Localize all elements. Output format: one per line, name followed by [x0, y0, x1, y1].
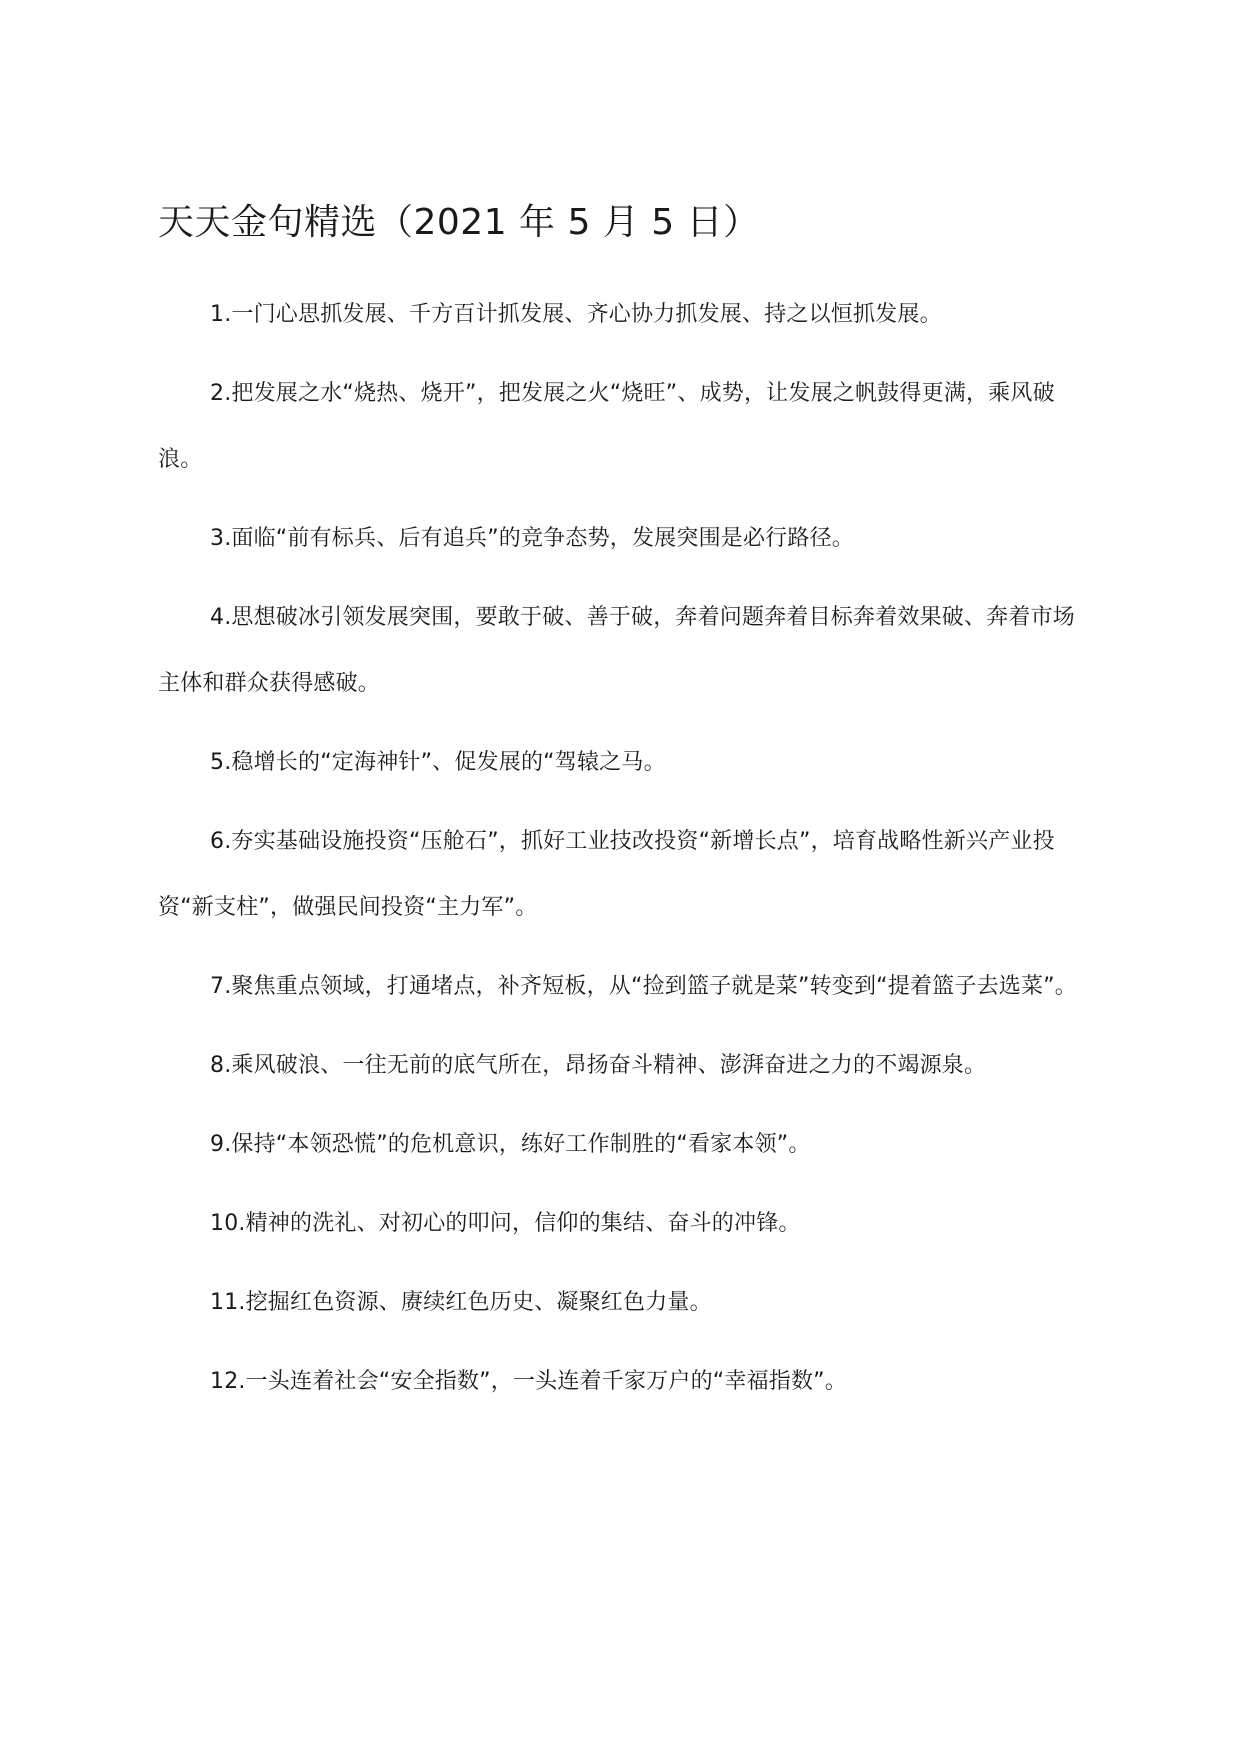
- quote-item-3: 3.面临“前有标兵、后有追兵”的竞争态势，发展突围是必行路径。: [210, 526, 854, 551]
- quote-item-12: 12.一头连着社会“安全指数”，一头连着千家万户的“幸福指数”。: [210, 1369, 847, 1394]
- quote-item-4: 4.思想破冰引领发展突围，要敢于破、善于破，奔着问题奔着目标奔着效果破、奔着市场主体和群众获得感破。: [158, 605, 1075, 696]
- quote-item-8: 8.乘风破浪、一往无前的底气所在，昂扬奋斗精神、澎湃奋进之力的不竭源泉。: [210, 1053, 987, 1078]
- quote-item-11: 11.挖掘红色资源、赓续红色历史、凝聚红色力量。: [210, 1290, 712, 1315]
- quote-item-6: 6.夯实基础设施投资“压舱石”，抓好工业技改投资“新增长点”，培育战略性新兴产业投资“新支柱”，做强民间投资“主力军”。: [158, 829, 1055, 920]
- quote-item-10: 10.精神的洗礼、对初心的叩问，信仰的集结、奋斗的冲锋。: [210, 1211, 801, 1236]
- quote-list: [158, 282, 1088, 1428]
- quote-item-7: 7.聚焦重点领域，打通堵点，补齐短板，从“捡到篮子就是菜”转变到“提着篮子去选菜”。: [210, 974, 1077, 999]
- document-title: 天天金句精选（2021 年 5 月 5 日）: [158, 202, 760, 243]
- quote-item-1: 1.一门心思抓发展、千方百计抓发展、齐心协力抓发展、持之以恒抓发展。: [210, 302, 942, 327]
- quote-item-9: 9.保持“本领恐慌”的危机意识，练好工作制胜的“看家本领”。: [210, 1132, 811, 1157]
- quote-item-5: 5.稳增长的“定海神针”、促发展的“驾辕之马。: [210, 750, 666, 775]
- quote-item-2: 2.把发展之水“烧热、烧开”，把发展之火“烧旺”、成势，让发展之帆鼓得更满，乘风破浪。: [158, 381, 1055, 472]
